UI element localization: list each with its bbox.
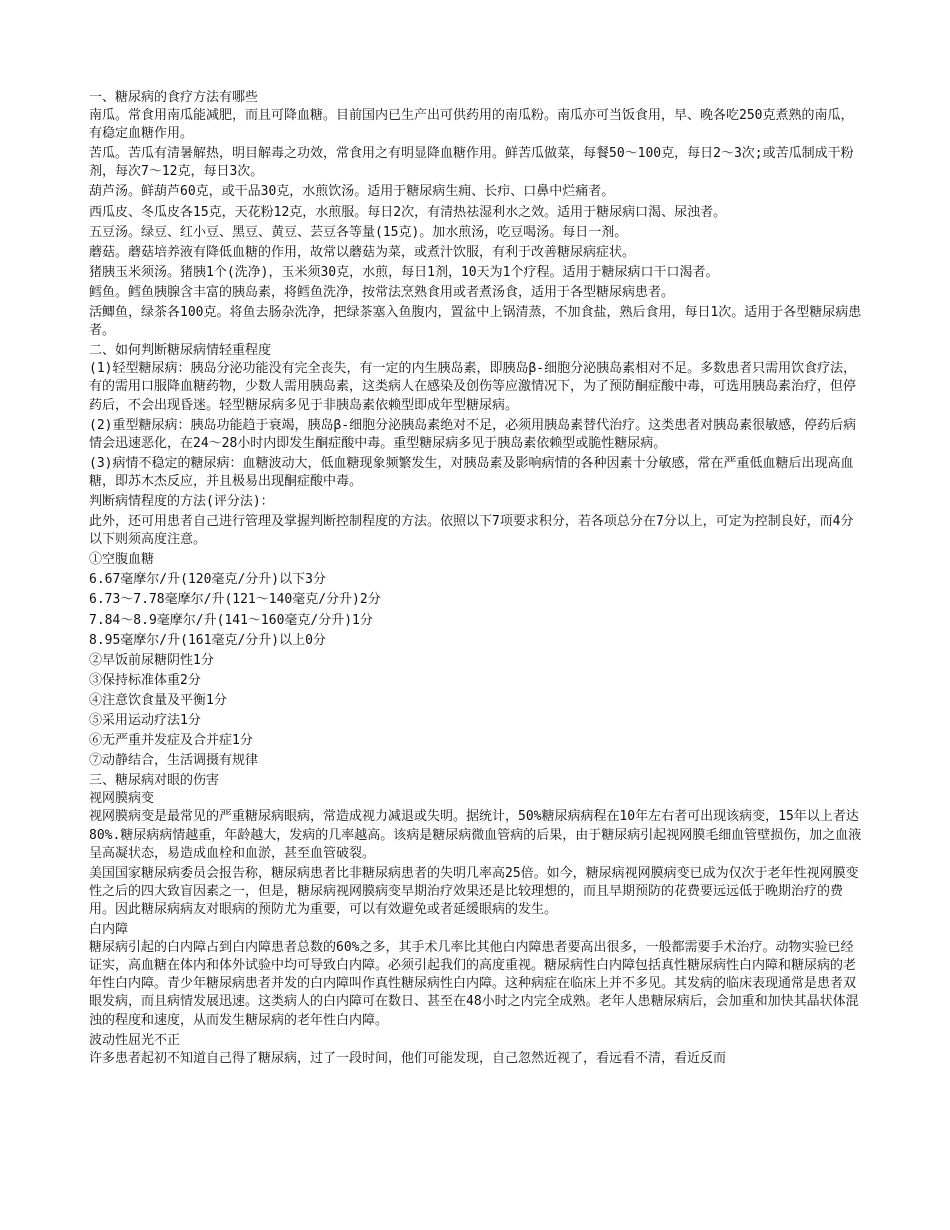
paragraph-scoring-intro: 此外，还可用患者自己进行管理及掌握判断控制程度的方法。依照以下7项要求积分，若各项总分在7分以上，可定为控制良好，而4分以下则须高度注意。: [89, 514, 854, 548]
list-item-exercise: ⑤采用运动疗法1分: [89, 713, 201, 728]
paragraph-five-bean-soup: 五豆汤。绿豆、红小豆、黑豆、黄豆、芸豆各等量(15克)。加水煎汤，吃豆喝汤。每日一剂。: [89, 224, 628, 240]
list-item-glucose-1pt: 7.84～8.9毫摩尔/升(141～160毫克/分升)1分: [89, 612, 373, 628]
paragraph-crucian-carp: 活鲫鱼，绿茶各100克。将鱼去肠杂洗净，把绿茶塞入鱼腹内，置盆中上锅清蒸，不加食盐，熟后食用，每日1次。适用于各型糖尿病患者。: [89, 305, 862, 339]
paragraph-severe-diabetes: (2)重型糖尿病：胰岛功能趋于衰竭，胰岛β-细胞分泌胰岛素绝对不足，必须用胰岛素替代治疗。这类患者对胰岛素很敏感，停药后病情会迅速恶化，在24～28小时内即发生酮症酸中毒。重型糖尿病多见于胰岛素依赖型或脆性糖尿病。: [89, 417, 857, 451]
subsection-retinopathy-title: 视网膜病变: [89, 791, 155, 807]
paragraph-mushroom: 蘑菇。蘑菇培养液有降低血糖的作用，故常以蘑菇为菜，或煮汁饮服，有利于改善糖尿病症状。: [89, 244, 636, 260]
subsection-refraction-title: 波动性屈光不正: [89, 1032, 181, 1048]
paragraph-retinopathy-1: 视网膜病变是最常见的严重糖尿病眼病，常造成视力减退或失明。据统计，50%糖尿病病程在10年左右者可出现该病变，15年以上者达80%.糖尿病病情越重，年龄越大，发病的几率越高。该病是糖尿病微血管病的后果，由于糖尿病引起视网膜毛细血管壁损伤，加之血液呈高凝状态，易造成血栓和血淤，甚至血管破裂。: [89, 809, 862, 861]
paragraph-melon-peel: 西瓜皮、冬瓜皮各15克，天花粉12克，水煎服。每日2次，有清热祛湿利水之效。适用于糖尿病口渴、尿浊者。: [89, 204, 727, 220]
paragraph-scoring-title: 判断病情程度的方法(评分法)：: [89, 493, 274, 509]
paragraph-bitter-melon: 苦瓜。苦瓜有清暑解热，明目解毒之功效，常食用之有明显降血糖作用。鲜苦瓜做菜，每餐50～100克，每日2～3次;或苦瓜制成干粉剂，每次7～12克，每日3次。: [89, 146, 854, 180]
list-item-glucose-0pts: 8.95毫摩尔/升(161毫克/分升)以上0分: [89, 632, 326, 648]
paragraph-pancreas-soup: 猪胰玉米须汤。猪胰1个(洗净)，玉米须30克，水煎，每日1剂，10天为1个疗程。适用于糖尿病口干口渴者。: [89, 264, 719, 280]
list-item-standard-weight: ③保持标准体重2分: [89, 672, 201, 688]
paragraph-pumpkin: 南瓜。常食用南瓜能减肥，而且可降血糖。目前国内已生产出可供药用的南瓜粉。南瓜亦可当饭食用，早、晚各吃250克煮熟的南瓜，有稳定血糖作用。: [89, 108, 854, 142]
paragraph-retinopathy-2: 美国国家糖尿病委员会报告称，糖尿病患者比非糖尿病患者的失明几率高25倍。如今，糖尿病视网膜病变已成为仅次于老年性视网膜变性之后的四大致盲因素之一，但是，糖尿病视网膜病变早期治疗效果还是比较理想的，而且早期预防的花费要远远低于晚期治疗的费用。因此糖尿病病友对眼病的预防尤为重要，可以有效避免或者延缓眼病的发生。: [89, 865, 859, 917]
paragraph-gourd-soup: 葫芦汤。鲜葫芦60克，或干品30克，水煎饮汤。适用于糖尿病生痈、长疖、口鼻中烂痛者。: [89, 184, 615, 200]
list-item-glucose-2pts: 6.73～7.78毫摩尔/升(121～140毫克/分升)2分: [89, 592, 381, 608]
list-item-diet-balance: ④注意饮食量及平衡1分: [89, 692, 227, 708]
list-item-glucose-3pts: 6.67毫摩尔/升(120毫克/分升)以下3分: [89, 572, 326, 588]
document-page: [89, 89, 865, 1070]
list-item-lifestyle: ⑦动静结合，生活调摄有规律: [89, 753, 259, 769]
section3-title: 三、糖尿病对眼的伤害: [89, 773, 220, 789]
paragraph-unstable-diabetes: (3)病情不稳定的糖尿病：血糖波动大，低血糖现象频繁发生，对胰岛素及影响病情的各种因素十分敏感，常在严重低血糖后出现高血糖，即苏木杰反应，并且极易出现酮症酸中毒。: [89, 455, 854, 489]
paragraph-mild-diabetes: (1)轻型糖尿病：胰岛分泌功能没有完全丧失，有一定的内生胰岛素，即胰岛β-细胞分泌胰岛素相对不足。多数患者只需用饮食疗法，有的需用口服降血糖药物，少数人需用胰岛素，这类病人在感染及创伤等应激情况下，为了预防酮症酸中毒，可选用胰岛素治疗，但停药后，不会出现昏迷。轻型糖尿病多见于非胰岛素依赖型即成年型糖尿病。: [89, 361, 857, 413]
section1-title: 一、糖尿病的食疗方法有哪些: [89, 90, 259, 105]
paragraph-cataract: 糖尿病引起的白内障占到白内障患者总数的60%之多，其手术几率比其他白内障患者要高出很多，一般都需要手术治疗。动物实验已经证实，高血糖在体内和体外试验中均可导致白内障。必须引起我们的高度重视。糖尿病性白内障包括真性糖尿病性白内障和糖尿病的老年性白内障。青少年糖尿病患者并发的白内障叫作真性糖尿病性白内障。这种病症在临床上并不多见。其发病的临床表现通常是患者双眼发病，而且病情发展迅速。这类病人的白内障可在数日、甚至在48小时之内完全成熟。老年人患糖尿病后，会加重和加快其晶状体混浊的程度和速度，从而发生糖尿病的老年性白内障。: [89, 940, 859, 1028]
list-item-no-complications: ⑥无严重并发症及合并症1分: [89, 733, 253, 749]
subsection-cataract-title: 白内障: [89, 922, 129, 938]
paragraph-cod: 鳕鱼。鳕鱼胰腺含丰富的胰岛素，将鳕鱼洗净，按常法烹熟食用或者煮汤食，适用于各型糖尿病患者。: [89, 284, 675, 300]
list-item-fasting-glucose: ①空腹血糖: [89, 552, 155, 568]
section2-title: 二、如何判断糖尿病情轻重程度: [89, 343, 272, 359]
paragraph-refraction: 许多患者起初不知道自己得了糖尿病，过了一段时间，他们可能发现，自己忽然近视了，看远看不清，看近反而: [89, 1050, 727, 1066]
list-item-urine-glucose: ②早饭前尿糖阴性1分: [89, 652, 214, 668]
